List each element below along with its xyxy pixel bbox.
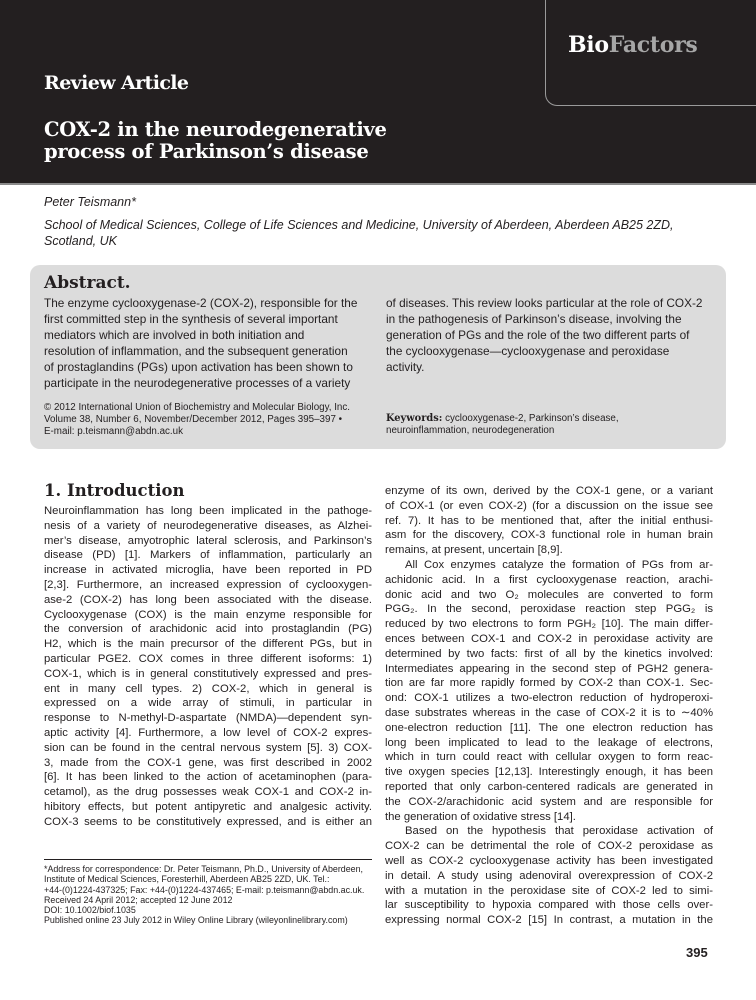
- text-line: PGG₂. In the second, peroxidase reaction step PGG₂ is: [385, 603, 713, 616]
- text-line: cetamol), as the drug possesses weak COX-1 and COX-2 in-: [44, 786, 372, 799]
- text-line: Cyclooxygenase (COX) is the main enzyme responsible for: [44, 608, 372, 621]
- keywords: [386, 413, 619, 437]
- author-name: Peter Teismann*: [44, 195, 136, 209]
- text-line: Volume 38, Number 6, November/December 2012, Pages 395–397 •: [44, 413, 343, 425]
- journal-logo-part1: Bio: [568, 32, 609, 58]
- text-line: COX-1, which is in general constitutively expressed and pres-: [44, 667, 372, 680]
- text-line: expressed on a wide array of stimuli, in particular in: [44, 697, 372, 710]
- article-type: Review Article: [44, 72, 189, 94]
- text-line: reduced by two electrons to form PGH₂ [10]. The main differ-: [385, 618, 713, 631]
- text-line: long been implicated to lead to the leakage of electrons,: [385, 736, 713, 749]
- keywords-text: cyclooxygenase-2, Parkinson’s disease,: [442, 413, 619, 424]
- text-line: Intermediates appearing in the second step of PGH2 genera-: [385, 662, 713, 675]
- text-line: one-electron reduction [11]. The one electron reduction has: [385, 721, 713, 734]
- text-line: achidonic acid. In a first cyclooxygenase reaction, arachi-: [385, 573, 713, 586]
- text-line: response to N-methyl-D-aspartate (NMDA)—dependent syn-: [44, 712, 372, 725]
- text-line: Based on the hypothesis that peroxidase activation of: [405, 825, 713, 838]
- text-line: generation of PGs and the role of the two different parts of: [386, 328, 690, 342]
- text-line: The enzyme cyclooxygenase-2 (COX-2), responsible for the: [44, 296, 358, 310]
- text-line: © 2012 International Union of Biochemistry and Molecular Biology, Inc.: [44, 402, 351, 413]
- text-line: disease (PD) [1]. Markers of inflammation, particularly an: [44, 549, 372, 562]
- text-line: nesis of a variety of neurodegenerative diseases, as Alzhei-: [44, 519, 372, 532]
- correspondence-footnote: [44, 864, 364, 926]
- text-line: lar susceptibility to hypoxia compared with those cells over-: [385, 899, 713, 912]
- body-left-column: [44, 504, 372, 830]
- text-line: tive oxygen species [12,13]. Interestingly enough, it has been: [385, 766, 713, 779]
- text-line: All Cox enzymes catalyze the formation of PGs from ar-: [405, 558, 713, 571]
- author-affiliation: School of Medical Sciences, College of Life Sciences and Medicine, University of Aberdeen, Aberdeen AB25 2ZD, Scotland, UK: [44, 218, 674, 248]
- text-line: the conversion of arachidonic acid into prostaglandin (PG): [44, 623, 372, 636]
- text-line: resolution of inflammation, and the subsequent generation: [44, 344, 348, 358]
- text-line: mediators which are involved in both initiation and: [44, 328, 305, 342]
- journal-logo-part2: Factors: [608, 32, 698, 58]
- section-heading-introduction: 1. Introduction: [44, 481, 185, 500]
- text-line: ase-2 (COX-2) has long been associated with the disease.: [44, 593, 372, 606]
- text-line: Institute of Medical Sciences, Foresterhill, Aberdeen AB25 2ZD, UK. Tel.:: [44, 874, 330, 885]
- text-line: expressing normal COX-2 [15] In contrast, a mutation in the: [385, 914, 713, 927]
- text-line: donic acid and two O₂ molecules are converted to form: [385, 588, 713, 601]
- text-line: sion can be found in the central nervous system [5]. 3) COX-: [44, 741, 372, 754]
- text-line: Neuroinflammation has long been implicated in the pathoge-: [44, 505, 372, 517]
- text-line: asm for the discovery, COX-3 functional role in human brain: [385, 529, 713, 542]
- text-line: Received 24 April 2012; accepted 12 June 2012: [44, 894, 233, 905]
- text-line: with a mutation in the peroxidase site of COX-2 led to simi-: [385, 884, 713, 897]
- text-line: hibitory effects, but potent antipyretic and analgesic activity.: [44, 800, 372, 813]
- text-line: +44-(0)1224-437325; Fax: +44-(0)1224-437465; E-mail: p.teismann@abdn.ac.uk.: [44, 884, 365, 895]
- text-line: particular PGE2. COX comes in three different isoforms: 1): [44, 652, 372, 665]
- text-line: which in turn could react with cellular oxygen to form reac-: [385, 751, 713, 764]
- text-line: COX-3 seems to be constitutively expressed, and is either an: [44, 815, 372, 828]
- text-line: reported that only carbon-centered radicals are generated in: [385, 780, 713, 793]
- publication-info: [44, 402, 350, 437]
- text-line: determined by two facts: first of all by the kinetics involved:: [385, 647, 713, 660]
- text-line: dase substrates whereas in the case of COX-2 it is to ∼40%: [385, 706, 713, 719]
- text-line: H2, which is the main precursor of the different PGs, but in: [44, 638, 372, 651]
- text-line: of diseases. This review looks particular at the role of COX-2: [386, 296, 703, 310]
- abstract-heading: Abstract.: [44, 273, 131, 293]
- text-line: activity.: [386, 360, 425, 374]
- text-line: [6]. It has been linked to the action of acetaminophen (para-: [44, 771, 372, 784]
- keywords-text: neuroinflammation, neurodegeneration: [386, 424, 555, 436]
- text-line: E-mail: p.teismann@abdn.ac.uk: [44, 425, 184, 437]
- text-line: enzyme of its own, derived by the COX-1 gene, or a variant: [385, 485, 713, 497]
- abstract-left-column: [44, 295, 374, 391]
- body-right-column: [385, 484, 713, 928]
- page-number: 395: [686, 945, 708, 960]
- text-line: 3, made from the COX-1 gene, was first described in 2002: [44, 756, 372, 769]
- title-line: process of Parkinson’s disease: [44, 140, 369, 163]
- journal-logo: [568, 32, 698, 58]
- text-line: of COX-1 (or even COX-2) (for a discussion on the issue see: [385, 499, 713, 512]
- text-line: *Address for correspondence: Dr. Peter Teismann, Ph.D., University of Aberdeen,: [44, 864, 363, 874]
- text-line: in detail. A study using adenoviral overexpression of COX-2: [385, 869, 713, 882]
- keywords-label: Keywords:: [386, 413, 443, 424]
- text-line: participate in the neurodegenerative processes of a variety: [44, 376, 351, 390]
- text-line: DOI: 10.1002/biof.1035: [44, 905, 136, 916]
- text-line: in the pathogenesis of Parkinson’s disease, involving the: [386, 312, 682, 326]
- text-line: the generation of oxidative stress [14].: [385, 810, 576, 823]
- title-line: COX-2 in the neurodegenerative: [44, 118, 387, 141]
- text-line: the cyclooxygenase—cyclooxygenase and peroxidase: [386, 344, 670, 358]
- text-line: remains, at present, uncertain [8,9].: [385, 544, 563, 557]
- text-line: Published online 23 July 2012 in Wiley Online Library (wileyonlinelibrary.com): [44, 915, 348, 926]
- text-line: of prostaglandins (PGs) upon activation has been shown to: [44, 360, 353, 374]
- text-line: ond: COX-1 utilizes a two-electron reduction of hydroperoxi-: [385, 692, 713, 705]
- text-line: well as COX-2 cyclooxygenase activity has been investigated: [385, 854, 713, 867]
- text-line: ref. 7). It has to be mentioned that, after the initial enthusi-: [385, 514, 713, 527]
- article-title: [44, 119, 387, 163]
- text-line: the COX-2/arachidonic acid system and are responsible for: [385, 795, 713, 808]
- text-line: ent in many cell types. 2) COX-2, which in general is: [44, 682, 372, 695]
- text-line: first committed step in the synthesis of several important: [44, 312, 338, 326]
- text-line: aptic activity [4]. Furthermore, a low level of COX-2 expres-: [44, 726, 372, 739]
- text-line: mer’s disease, amyotrophic lateral sclerosis, and Parkinson’s: [44, 534, 372, 547]
- text-line: increase in activated microglia, have been reported in PD: [44, 564, 372, 577]
- abstract-right-column: [386, 295, 716, 375]
- footnote-divider: [44, 859, 372, 860]
- text-line: ences between COX-1 and COX-2 in peroxidase activity are: [385, 632, 713, 645]
- text-line: [2,3]. Furthermore, an increased expression of cyclooxygen-: [44, 578, 372, 591]
- text-line: tion are far more rapidly formed by COX-2 than COX-1. Sec-: [385, 677, 713, 690]
- text-line: COX-2 can be detrimental the role of COX-2 peroxidase as: [385, 840, 713, 853]
